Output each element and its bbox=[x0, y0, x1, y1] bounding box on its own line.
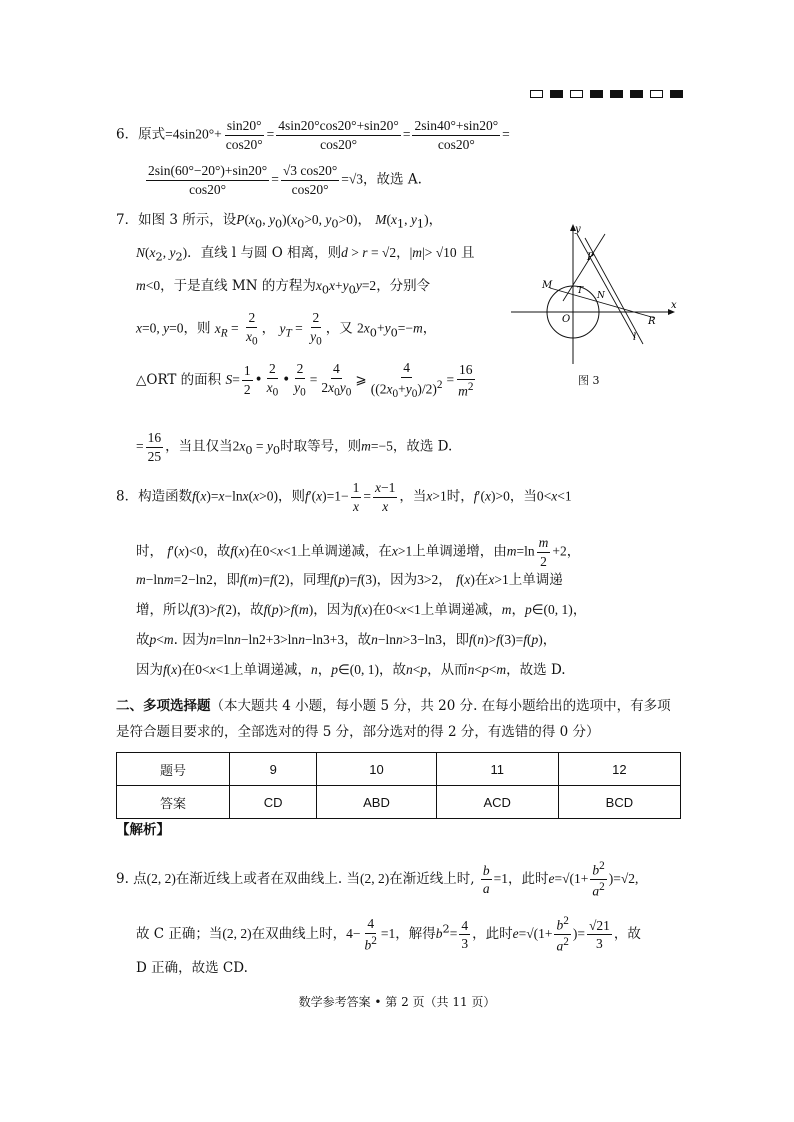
table-cell: 9 bbox=[230, 753, 317, 786]
q7-text: ，分别令 bbox=[376, 278, 431, 294]
q7-text: 直线 l 与圆 O 相离，则 bbox=[200, 245, 342, 261]
section2-line1 bbox=[116, 698, 671, 714]
q7-text: 如图 3 所示，设 bbox=[138, 212, 237, 228]
q8-text: ，因为 bbox=[313, 602, 354, 618]
q8-text: ，即 bbox=[212, 572, 240, 588]
mark-filled bbox=[590, 90, 603, 98]
q8-text: 在 bbox=[249, 543, 263, 560]
q8-line4: 增，所以f(3)>f(2)，故f(p)>f(m)，因为f(x)在0<x<1上单调递减，m，p∈(0, 1)， bbox=[136, 602, 587, 618]
label-m: M bbox=[542, 280, 553, 291]
q8-text: ，当 bbox=[399, 488, 427, 505]
q6-conclusion: ，故选 A. bbox=[363, 171, 422, 188]
q8-text: 在 bbox=[181, 662, 196, 678]
table-cell: 12 bbox=[558, 753, 680, 786]
q9-text: ，此时 bbox=[507, 871, 549, 888]
q8-text: ，故 bbox=[236, 602, 264, 618]
table-cell: BCD bbox=[558, 786, 680, 819]
q6-line1: 6．原式=4sin20°+ $\frac{\sin 20^\circ}{\cos 20^\circ}$ = $\frac{4\sin 20^\circ\cos 20^\circ+\sin 20^\circ}{\cos 20^\circ}$ = $\frac{2\sin 40^\circ+\sin 20^\circ}{\cos 20^\circ}$ = bbox=[116, 118, 510, 152]
section2-title: 二、多项选择题 bbox=[116, 698, 211, 714]
table-cell: 11 bbox=[436, 753, 558, 786]
q8-text: ，则 bbox=[277, 488, 305, 505]
mark-filled bbox=[670, 90, 683, 98]
q9-text: ，解得 bbox=[395, 926, 436, 943]
line-pn bbox=[577, 234, 635, 338]
label-r: R bbox=[648, 316, 656, 327]
q9-text: 故 C 正确；当 bbox=[136, 926, 223, 943]
q8-line2: 时， f′(x)<0，故f(x)在0<x<1上单调递减，在x>1上单调递增，由m=ln $\frac{m}{2}$ +2， bbox=[136, 535, 581, 569]
q9-text: 在渐近线上时, bbox=[389, 871, 475, 888]
q7-text: 于是直线 MN 的方程为 bbox=[173, 278, 316, 294]
q8-line1: 8．构造函数f(x)=x−lnx(x>0)，则f′(x)=1− $\frac{1}{x}$ = $\frac{x-1}{x}$ ，当x>1时，f′(x)>0，当0<x<1 bbox=[116, 480, 572, 514]
q8-text: 在 bbox=[474, 572, 489, 588]
q9-text: ，故 bbox=[613, 926, 641, 943]
section2-desc2: 是符合题目要求的，全部选对的得 5 分，部分选对的得 2 分，有选错的得 0 分） bbox=[116, 724, 600, 740]
q8-text: ，当 bbox=[509, 488, 537, 505]
q8-line6: 因为f(x)在0<x<1上单调递减，n，p∈(0, 1)，故n<p，从而n<p<m，故选 D. bbox=[136, 662, 566, 678]
q8-text: 因为 bbox=[136, 662, 163, 678]
q8-number: 8． bbox=[116, 488, 139, 505]
mark-open bbox=[650, 90, 663, 98]
mark-open bbox=[570, 90, 583, 98]
q8-text: 时， bbox=[446, 488, 474, 505]
mark-filled bbox=[630, 90, 643, 98]
q8-text: 上单调递减，在 bbox=[297, 543, 392, 560]
table-cell: ABD bbox=[317, 786, 436, 819]
q8-text: 在 bbox=[372, 602, 387, 618]
q7-text: ，故选 D. bbox=[392, 438, 453, 455]
q9-number: 9. bbox=[116, 871, 134, 888]
label-o: O bbox=[562, 314, 571, 325]
q9-line1: 9. 点(2, 2)在渐近线上或者在双曲线上. 当(2, 2)在渐近线上时, $\frac{b}{a}$ =1，此时e=√(1+ $\frac{b^2}{a^2}$ )=√2, bbox=[116, 860, 639, 899]
mark-filled bbox=[550, 90, 563, 98]
table-row bbox=[117, 786, 681, 819]
q8-line5: 故p<m. 因为n=lnn−ln2+3>lnn−ln3+3，故n−lnn>3−ln3，即f(n)>f(3)=f(p)， bbox=[136, 632, 557, 648]
table-cell: CD bbox=[230, 786, 317, 819]
q9-text: 在双曲线上时， bbox=[251, 926, 347, 943]
page-footer: 数学参考答案 • 第 2 页（共 11 页） bbox=[298, 995, 496, 1009]
table-cell: 答案 bbox=[117, 786, 230, 819]
q8-text: ，因为 bbox=[376, 572, 418, 588]
q8-text: 增，所以 bbox=[136, 602, 190, 618]
q9-text: 在渐近线上或者在双曲线上. 当 bbox=[175, 871, 361, 888]
figure-3-diagram bbox=[505, 216, 685, 386]
q8-text: 时， bbox=[136, 543, 163, 560]
q7-text: ，当且仅当 bbox=[165, 438, 233, 455]
q7-line3: m<0，于是直线 MN 的方程为$x_0x+y_0y=2$，分别令 bbox=[136, 278, 431, 297]
q7-line4: x=0, y=0，则 $x_R$ = $\frac{2}{x_0}$ ， $y_T$ = $\frac{2}{y_0}$ ，又 $2x_0+y_0=-m$， bbox=[136, 310, 437, 348]
q9-line2: 故 C 正确；当(2, 2)在双曲线上时，4− $\frac{4}{b^2}$ =1，解得$b^2=$ $\frac{4}{3}$ ，此时e=√(1+ $\frac{b^2}{a^2}$ )= $\frac{√21}{3}$ ，故 bbox=[136, 915, 641, 954]
table-cell: ACD bbox=[436, 786, 558, 819]
label-l: l bbox=[633, 332, 637, 343]
q9-text: D 正确，故选 CD. bbox=[136, 960, 248, 976]
mark-open bbox=[530, 90, 543, 98]
q7-line1: 7．如图 3 所示，设$P(x_0$, $y_0)(x_0>0$, $y_0>0$)， $M(x_1$, $y_1$)， bbox=[116, 212, 443, 231]
q8-text: 上单调递减， bbox=[420, 602, 502, 618]
q9-line3 bbox=[136, 960, 248, 976]
q7-text: 时取等号，则 bbox=[280, 438, 362, 455]
q8-text: ，故选 D. bbox=[506, 662, 566, 678]
q8-text: . 因为 bbox=[173, 632, 210, 648]
q8-text: ，故 bbox=[379, 662, 407, 678]
q6-label: 原式 bbox=[138, 126, 166, 143]
q7-number: 7． bbox=[116, 212, 139, 228]
q8-text: 上单调递 bbox=[508, 572, 563, 588]
figure-caption: 图 3 bbox=[578, 374, 600, 387]
q7-line5: △ORT 的面积 S= $\frac{1}{2}$ • $\frac{2}{x_0}$ • $\frac{2}{y_0}$ = $\frac{4}{2x_0y_0}$ ⩾ $\frac{4}{((2x_0+y_0)/2)^2}$ = $\frac{16}{m^2}$ bbox=[136, 360, 474, 400]
label-t: T bbox=[577, 286, 584, 296]
q8-text: 上单调递增，由 bbox=[412, 543, 507, 560]
table-cell: 题号 bbox=[117, 753, 230, 786]
q8-line3: m−lnm=2−ln2，即f(m)=f(2)，同理f(p)=f(3)，因为3>2， f(x)在x>1上单调递 bbox=[136, 572, 563, 588]
q8-text: ，故 bbox=[344, 632, 372, 648]
table-row bbox=[117, 753, 681, 786]
table-cell: 10 bbox=[317, 753, 436, 786]
q8-text: ，从而 bbox=[427, 662, 468, 678]
q8-text: 上单调递减， bbox=[230, 662, 312, 678]
q6-line2: $\frac{2\sin(60^\circ-20^\circ)+\sin 20^\circ}{\cos 20^\circ}$ = $\frac{√3 \cos 20^\circ}{\cos 20^\circ}$ =√3，故选 A. bbox=[148, 163, 422, 197]
label-x: x bbox=[671, 300, 677, 311]
label-n: N bbox=[597, 291, 605, 301]
section2-desc1: （本大题共 4 小题，每小题 5 分，共 20 分. 在每小题给出的选项中，有多项 bbox=[210, 698, 671, 714]
label-y: y bbox=[575, 224, 581, 235]
mark-filled bbox=[610, 90, 623, 98]
q6-number: 6． bbox=[116, 126, 139, 143]
q7-line6: = $\frac{16}{25}$ ，当且仅当$2x_0 = y_0$时取等号，则m=−5，故选 D. bbox=[136, 430, 453, 464]
q8-text: ，即 bbox=[442, 632, 470, 648]
q8-text: ，故 bbox=[203, 543, 231, 560]
q8-text: 故 bbox=[136, 632, 150, 648]
answer-table bbox=[116, 752, 681, 819]
label-p: P bbox=[587, 252, 594, 263]
q8-text: 构造函数 bbox=[138, 488, 193, 505]
q9-text: ，此时 bbox=[472, 926, 513, 943]
section2-line2 bbox=[116, 724, 600, 740]
q9-text: 点 bbox=[133, 871, 147, 888]
q7-text: 则 bbox=[197, 320, 211, 337]
header-marks bbox=[530, 90, 683, 98]
q7-text: 又 bbox=[339, 320, 353, 337]
q8-text: ，同理 bbox=[289, 572, 330, 588]
q7-line2: $N(x_2$, $y_2$)．直线 l 与圆 O 相离，则d > r = √2，|m|> √10 且 bbox=[136, 245, 475, 264]
analysis-label: 【解析】 bbox=[116, 822, 170, 838]
q7-text: △ORT 的面积 bbox=[136, 371, 222, 388]
